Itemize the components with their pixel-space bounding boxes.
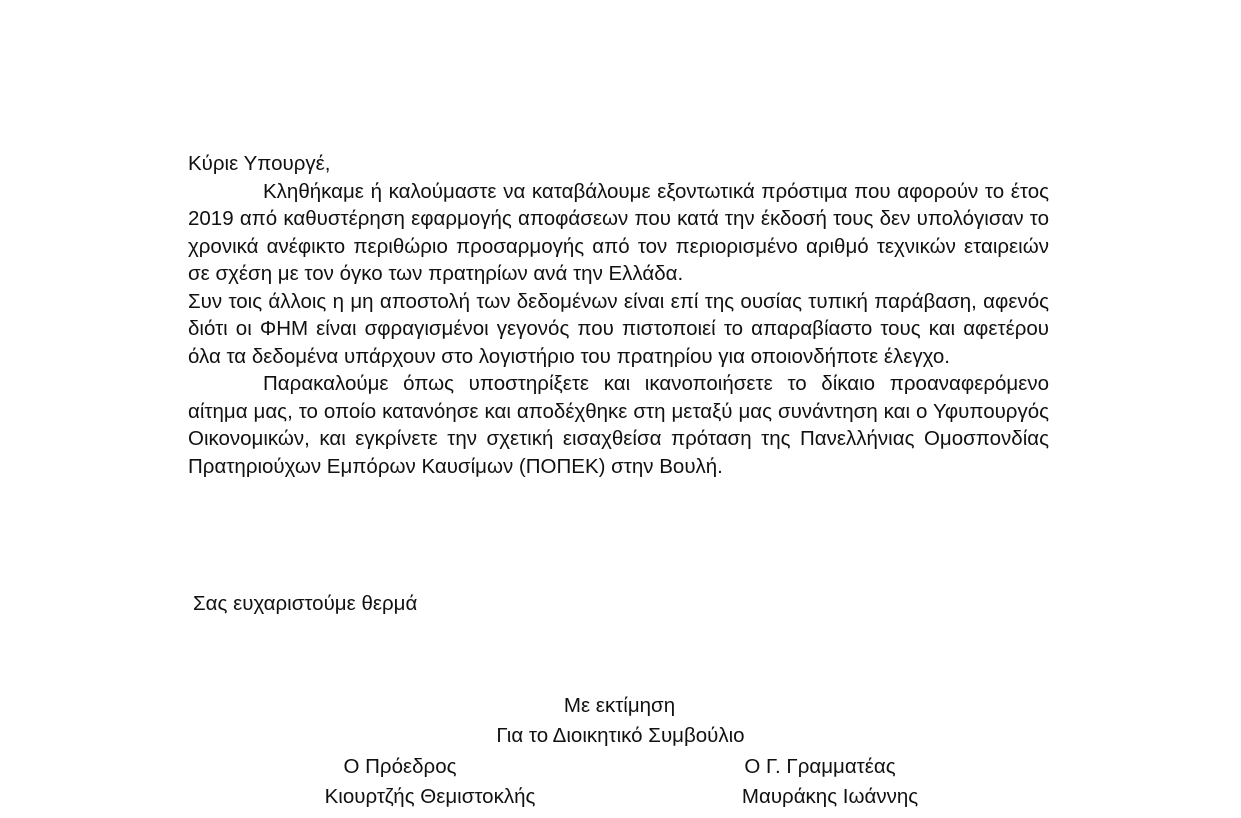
president-name: Κιουρτζής Θεμιστοκλής [324, 785, 536, 808]
president-title: Ο Πρόεδρος [343, 755, 457, 778]
paragraph-violation: Συν τοις άλλοις η μη αποστολή των δεδομένων είναι επί της ουσίας τυπική παράβαση, αφενός διότι οι ΦΗΜ είναι σφραγισμένοι γεγονός που πιστοποιεί το απαραβίαστο τους και αφετέρου όλα τα δεδομένα υπάρχουν στο λογιστήριο του πρατηρίου για οποιονδήποτε έλεγχο. [188, 289, 1049, 368]
paragraph-request: Παρακαλούμε όπως υποστηρίξετε και ικανοποιήσετε το δίκαιο προαναφερόμενο αίτημα μας, το οποίο κατανόησε και αποδέχθηκε στη μεταξύ μας συνάντηση και ο Υφυπουργός Οικονομικών, και εγκρίνετε την σχετική εισαχθείσα πρόταση της Πανελλήνιας Ομοσπονδίας Πρατηριούχων Εμπόρων Καυσίμων (ΠΟΠΕΚ) στην Βουλή. [188, 372, 1049, 478]
closing-board: Για το Διοικητικό Συμβούλιο [496, 724, 745, 747]
secretary-name: Μαυράκης Ιωάννης [741, 785, 919, 808]
salutation: Κύριε Υπουργέ, [188, 152, 331, 175]
letter-body [188, 150, 1049, 480]
thanks-line: Σας ευχαριστούμε θερμά [193, 592, 418, 615]
closing-regards: Με εκτίμηση [563, 694, 676, 717]
secretary-title: Ο Γ. Γραμματέας [744, 755, 896, 778]
paragraph-fines: Κληθήκαμε ή καλούμαστε να καταβάλουμε εξοντωτικά πρόστιμα που αφορούν το έτος 2019 από καθυστέρηση εφαρμογής αποφάσεων που κατά την έκδοσή τους δεν υπολόγισαν το χρονικά ανέφικτο περιθώριο προσαρμογής από τον περιορισμένο αριθμό τεχνικών εταιρειών σε σχέση με τον όγκο των πρατηρίων ανά την Ελλάδα. [188, 179, 1049, 285]
